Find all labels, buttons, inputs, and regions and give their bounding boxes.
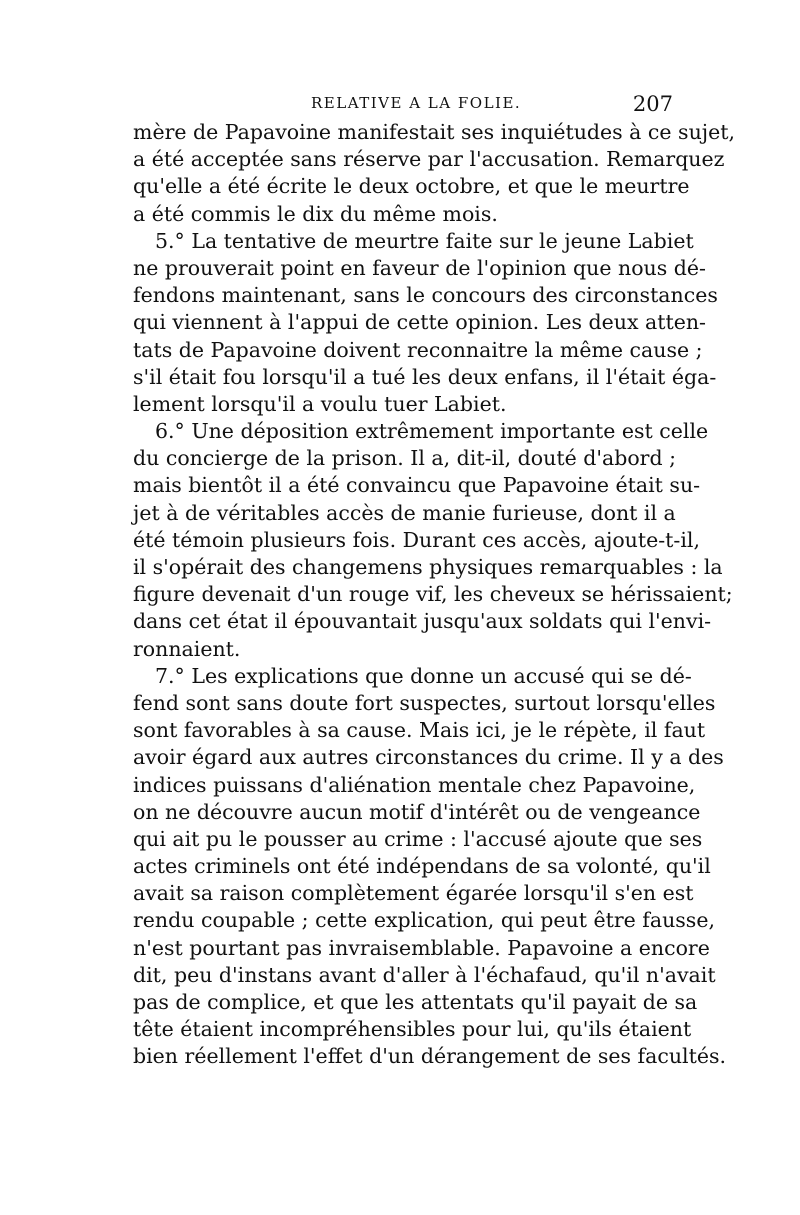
text-line: du concierge de la prison. Il a, dit-il, douté d'abord ; bbox=[133, 446, 677, 471]
text-line: ronnaient. bbox=[133, 636, 241, 661]
text-line: il s'opérait des changemens physiques remarquables : la bbox=[133, 555, 723, 579]
text-line: pas de complice, et que les attentats qu'il payait de sa bbox=[133, 990, 698, 1014]
text-line: lement lorsqu'il a voulu tuer Labiet. bbox=[133, 391, 507, 416]
text-line: 7.° Les explications que donne un accusé qui se dé- bbox=[155, 663, 692, 688]
page-number: 207 bbox=[632, 92, 673, 116]
running-title: RELATIVE A LA FOLIE. bbox=[311, 94, 522, 112]
text-line: actes criminels ont été indépendans de sa volonté, qu'il bbox=[133, 854, 711, 879]
text-line: avait sa raison complètement égarée lorsqu'il s'en est bbox=[133, 881, 694, 906]
text-line: 6.° Une déposition extrêmement importante est celle bbox=[155, 419, 709, 444]
text-line: qu'elle a été écrite le deux octobre, et que le meurtre bbox=[133, 174, 690, 199]
text-line: mais bientôt il a été convaincu que Papavoine était su- bbox=[133, 473, 701, 498]
text-line: dit, peu d'instans avant d'aller à l'échafaud, qu'il n'avait bbox=[133, 962, 716, 987]
text-line: 5.° La tentative de meurtre faite sur le jeune Labiet bbox=[155, 228, 694, 253]
text-line: tats de Papavoine doivent reconnaitre la même cause ; bbox=[133, 337, 703, 362]
text-line: a été commis le dix du même mois. bbox=[133, 201, 498, 226]
text-line: mère de Papavoine manifestait ses inquiétudes à ce sujet, bbox=[133, 120, 736, 144]
text-line: sont favorables à sa cause. Mais ici, je le répète, il faut bbox=[133, 718, 706, 743]
text-line: avoir égard aux autres circonstances du crime. Il y a des bbox=[133, 745, 724, 770]
text-line: figure devenait d'un rouge vif, les cheveux se hérissaient; bbox=[133, 582, 733, 607]
text-line: jet à de véritables accès de manie furieuse, dont il a bbox=[133, 500, 676, 525]
text-line: indices puissans d'aliénation mentale chez Papavoine, bbox=[133, 772, 696, 797]
text-line: été témoin plusieurs fois. Durant ces accès, ajoute-t-il, bbox=[133, 527, 700, 552]
text-line: ne prouverait point en faveur de l'opinion que nous dé- bbox=[133, 255, 706, 280]
running-head bbox=[133, 94, 673, 120]
text-line: a été acceptée sans réserve par l'accusation. Remarquez bbox=[133, 147, 725, 172]
text-line: dans cet état il épouvantait jusqu'aux soldats qui l'envi- bbox=[133, 609, 712, 634]
text-line: tête étaient incompréhensibles pour lui, qu'ils étaient bbox=[133, 1017, 692, 1042]
text-line: bien réellement l'effet d'un dérangement de ses facultés. bbox=[133, 1044, 726, 1069]
text-line: fendons maintenant, sans le concours des circonstances bbox=[133, 283, 718, 308]
text-line: n'est pourtant pas invraisemblable. Papavoine a encore bbox=[133, 935, 710, 960]
text-line: fend sont sans doute fort suspectes, surtout lorsqu'elles bbox=[133, 690, 716, 715]
text-line: qui ait pu le pousser au crime : l'accusé ajoute que ses bbox=[133, 826, 703, 851]
text-line: rendu coupable ; cette explication, qui peut être fausse, bbox=[133, 908, 715, 933]
text-line: s'il était fou lorsqu'il a tué les deux enfans, il l'était éga- bbox=[133, 364, 717, 389]
text-line: qui viennent à l'appui de cette opinion. Les deux atten- bbox=[133, 310, 706, 335]
text-line: on ne découvre aucun motif d'intérêt ou de vengeance bbox=[133, 799, 701, 824]
body-text bbox=[133, 119, 736, 1071]
